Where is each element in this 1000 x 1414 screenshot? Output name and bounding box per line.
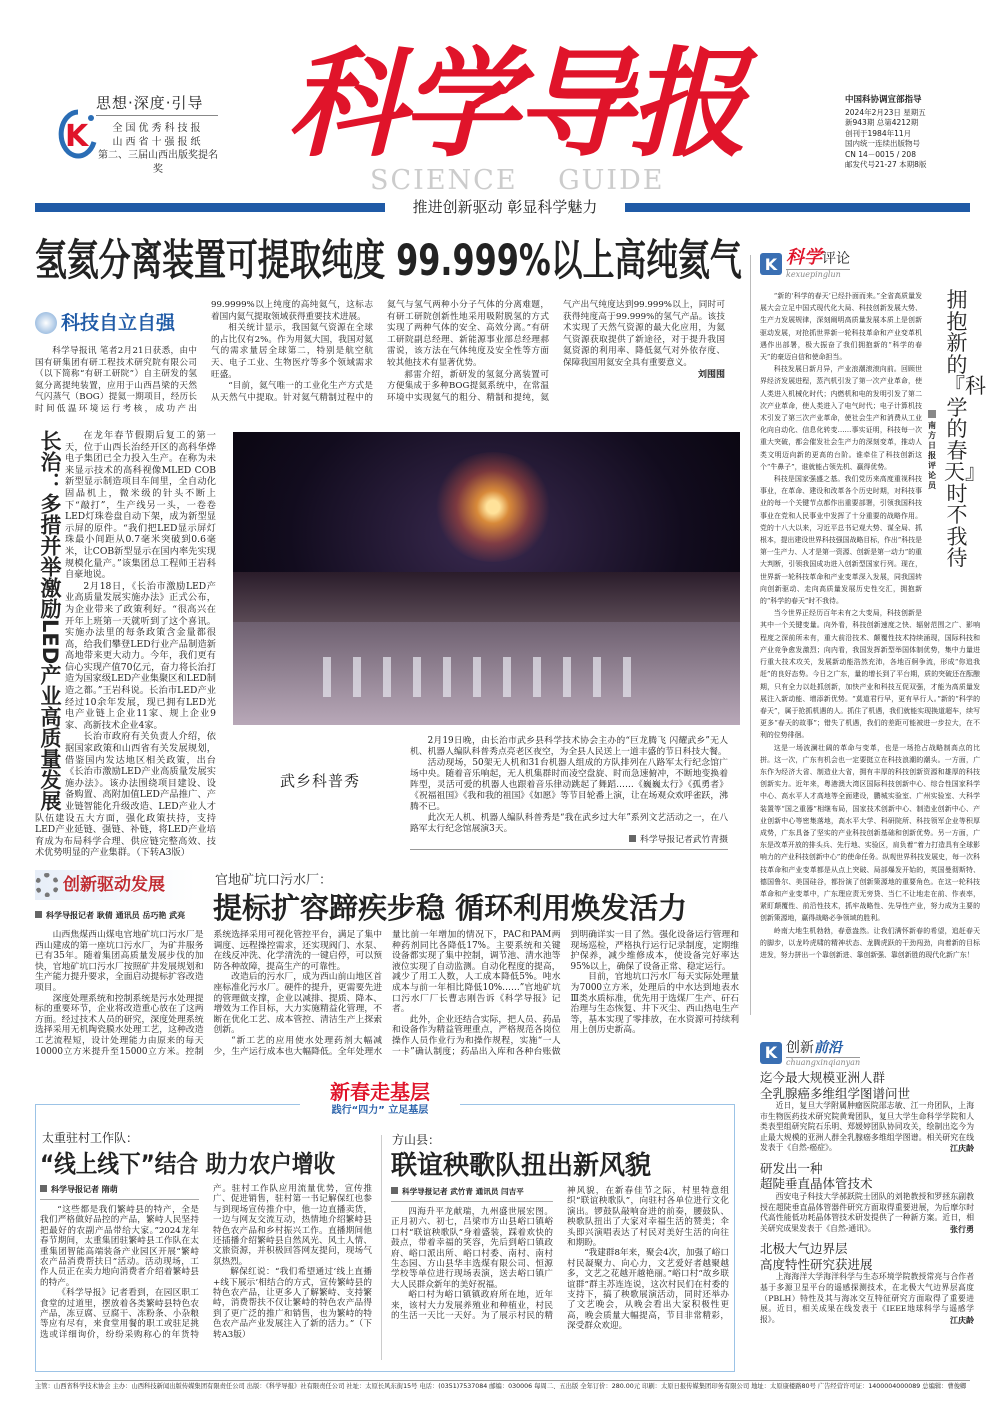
blue-bar-right: [625, 203, 970, 212]
honor: 全国优秀科技报: [112, 123, 204, 134]
commentary-title: 拥抱新的『科学的春天』时不我待: [944, 288, 986, 570]
paragraph: 在龙年春节假期后复工的第一天，位于山西长治经开区的高科华烨电子集团已全力投入生产。在称为未来显示技术的高科视像MLED COB新型显示制造项目车间里，全自动化固晶机上，微米级的针头不断上下“敲打”，生产线另一头，一卷卷LED灯珠卷盘自动下架，成为新型显示屏的原件。“我们把LED显示屏灯珠最小间距从0.7毫米突破到0.6毫米，让COB新型显示在国内率先实现规模化量产。”该集团总工程师王岩科自豪地说。: [65, 430, 216, 581]
column-logo-label: 创新驱动发展: [63, 875, 165, 895]
frontier-item: [760, 1070, 974, 1154]
column-logo-innovation: [35, 870, 195, 900]
frontier-title-line: 研发出一种: [760, 1160, 823, 1176]
paragraph: 深度处理系统和控制系统是污水处理提标的重要环节，企业将改造重心放在了这两方面。经过技术人员的研究，深度处理系统选择采用无机陶瓷膜水处理工艺，这种改造工艺流程短，设计处理能力由原来的每天10000立方米提升至15000立方米。控制系统选择采用可视化管控平台，满足了集中调度、远程操控需求，还实现阀门、水泵、在线反冲洗、化学清洗的一键启停，可以预防各种故障，提高生产的可靠性。: [35, 930, 382, 1057]
lead-headline: 氢氦分离装置可提取纯度 99.999%以上高纯氦气: [35, 236, 742, 286]
gear-icon: [35, 873, 59, 897]
article-body: [391, 1186, 729, 1332]
paragraph: 解保红说：“我们希望通过‘线上直播+线下展示’相结合的方式，宣传繁峙县的特色农产品，让更多人了解繁峙、支持繁峙，消费帮扶不仅让繁峙的特色农产品得到了更广泛的推广和销售，也为繁峙的特色农产品产业发展注入了新的活力。”（下转A3版）: [213, 1267, 372, 1340]
paragraph: 此次无人机、机器人编队科普秀是“我在武乡过大年”系列文艺活动之一，在八路军太行纪念馆展演3天。: [410, 813, 728, 834]
author: 江庆龄: [950, 1314, 974, 1325]
paragraph: 科学导报讯 笔者2月21日获悉，由中国有研集团有研工程技术研究院有限公司（以下简称“有研工研院”）自主研发的氢氦分离提纯装置，应用于山西昌梁的天然气闪蒸气（BOG）提氦一期项目，经历长时间低温环境运行考核，成功产出99.9999%以上纯度的高纯氦气，这标志着国内氦气提取领域获得重要技术进展。: [35, 300, 373, 414]
photo-credit: 科学导报记者武竹青摄: [410, 835, 728, 846]
masthead-logo: [58, 100, 98, 160]
paragraph: “新的‘科学的春天’已经扑面而来。”全省高质量发展大会立足中国式现代化大局、科技创新发展大势、生产力发展规律，深刻阐明高质量发展本质上是创新驱动发展，对抢抓世界新一轮科技革命和产业变革机遇作出部署，极大振奋了我们拥抱新的“科学的春天”的豪迈自信和使命担当。: [760, 292, 922, 362]
led-article: [35, 430, 216, 859]
water-article: [35, 930, 739, 1057]
spring-right-article: [391, 1186, 729, 1332]
caption-body: [410, 736, 728, 835]
divider: [381, 1135, 382, 1360]
banner-subtitle: 践行“四力” 立足基层: [331, 1105, 429, 1116]
spring-left-headline: “线上线下”结合 助力农户增收: [40, 1150, 336, 1178]
paragraph: “新工艺的应用使水处理药剂大幅减少，生产运行成本也大幅降低。全年处理水量比前一年增加的情况下，PAC和PAM两种药剂同比各降低17%。主要系统和关键设备都实现了集中控制，调节池、清水池等液位实现了自动监测。自动化程度的提高，减少了用工人数，人工成本降低5%。吨水成本与前一年相比降低10%……”官地矿坑口污水厂厂长曹志刚告诉《科学导报》记者。: [213, 930, 561, 1057]
commentary-author: [928, 410, 938, 491]
photo-caption: [410, 736, 728, 850]
column-title: 评论: [822, 251, 850, 267]
article-body: [40, 1184, 372, 1340]
water-subtitle: 官地矿坑口污水厂：: [215, 873, 333, 888]
k-logo-icon: K: [760, 1042, 782, 1064]
author: 江庆龄: [950, 1143, 974, 1154]
paragraph: 《科学导报》记者看到，在园区职工食堂的过道里，摆放着各类繁峙县特色农产品，冻豆腐、豆腐干、冻粉条、小杂粮等应有尽有，来食堂用餐的职工或驻足挑选或详细询价，纷纷采购称心的年货特产。驻村工作队应用流量优势，宣传推广、促进销售，驻村第一书记解保红也参与到现场宣传推介中，他一边直播卖货，一边与网友交流互动，热情地介绍繁峙县特色农产品和乡村振兴工作。直播期间他还插播介绍繁峙县自然风光、风土人情、文旅资源，并积极回答网友提问，现场气氛热烈。: [40, 1184, 372, 1340]
column-pinyin: kexuepinglun: [786, 269, 850, 280]
masthead-info: [845, 95, 950, 171]
paragraph: 改造后的污水厂，成为西山前山地区首座标准化污水厂。硬件的提升，更需要先进的管理做支撑，企业以减排、提质、降本、增效为工作目标，大力实施精益化管理，不断在优化工艺、成本管控、清洁生产上探索创新。: [213, 972, 382, 1036]
info-line: CN 14－0015 / 208: [845, 149, 916, 159]
frontier-title-line: 全乳腺癌多维组学图谱问世: [760, 1085, 911, 1101]
paragraph: 郝雷介绍，新研发的氢氦分离装置可方便集成于多种BOG提氦系统中，在常温环境中实现氦气的粗分、精制和提纯，氦气产出气纯度达到99.999%以上，同时可获得纯度高于99.999%的氢气产品。该技术实现了天然气资源的最大化应用，为氦气资源获取提供了新途径，对于提升我国氦资源的利用率、降低氦气对外依存度、保障我国用氦安全具有重要意义。: [387, 300, 725, 403]
spring-right-headline: 联谊秧歌队扭出新风貌: [391, 1151, 652, 1181]
frontier-text: 近日，复旦大学附属肿瘤医院邵志敏、江一舟团队，上海市生物医药技术研究院黄鸯团队，复旦大学生命科学学院和人类表型组研究院石乐明、郑媛婷团队协同攻关，绘制出迄今为止最大规模的亚洲人群全乳腺癌多维组学图谱。相关研究在线发表于《自然-癌症》。: [760, 1101, 974, 1153]
paragraph: 科技是国家强盛之基。我们党历来高度重视科技事业，在革命、建设和改革各个历史时期，对科技事业的每一个关键节点都作出重要部署，引领我国科技事业在党和人民事业中发挥了十分重要的战略作用。党的十八大以来，习近平总书记观大势、谋全局、抓根本，提出建设世界科技强国战略目标，作出“科技是第一生产力、人才是第一资源、创新是第一动力”的重大判断，引领我国成功进入创新型国家行列。现在，世界新一轮科技革命和产业变革深入发展，同我国转向创新驱动、走向高质量发展历史性交汇，拥抱新的“科学的春天”时不我待。: [760, 475, 923, 606]
blue-bar-left: [35, 203, 385, 212]
spring-right-byline: 科学导报记者 武竹青 通讯员 闫吉平: [391, 1186, 553, 1202]
paragraph: 长治市政府有关负责人介绍，依据国家政策和山西省有关发展规划，借鉴国内发达地区相关政策，出台《长治市激励LED产业高质量发展实施办法》。该办法围绕项目建设、设备购置、高附加值LED产品推广、产业链智能化升级改造、LED产业人才队伍建设五大方面，强化政策扶持，支持LED产业延链、强链、补链，将LED产业培育成为布局科学合理、供应链完整高效、技术优势明显的产业集群。（下转A3版）: [35, 731, 216, 859]
paragraph: “这些都是我们繁峙县的特产，全是我们严格做好品控的产品，繁峙人民坚持把最好的农副产品带给大家。”2024龙年春节期间，太重集团驻繁峙县工作队在太重集团智能高端装备产业园区开展“繁峙农产品消费帮扶日”活动。活动现场，工作人员正在卖力地向消费者介绍着繁峙县的特产。: [40, 1205, 199, 1288]
info-line: 创刊于1984年11月: [845, 128, 912, 138]
paragraph: 当今世界正经历百年未有之大变局，科技创新是其中一个关键变量。向外看，科技创新速度之快、辐射范围之广、影响程度之深前所未有，重大前沿技术、颠覆性技术持续涌现，国际科技和产业竞争愈发激烈；向内看，我国发挥新型举国体制优势，集中力量进行重大技术攻关，发展新动能浩然充沛，各地百舸争流，形成“你追我赶”的良好态势。今日之广东，量的增长到了平台期，质的突破还在酝酿期，只有全力以赴抓创新，加快产业和科技互促双强，才能为高质量发展注入新动能、增添新优势。“莫道君行早，更有早行人。”新的“科学的春天”，属于抢抓机遇的人。抓住了机遇，我们就能实现换道超车，续写更多“春天的故事”；错失了机遇，我们的差距可能被进一步拉大，在不利的位势徘徊。: [760, 609, 980, 740]
svg-text:K: K: [65, 119, 89, 154]
masthead-title: 科学导报: [286, 34, 743, 173]
frontier-title: [760, 1161, 974, 1192]
info-line: 新943期 总第4212期: [845, 118, 919, 127]
frontier-title-line: 超陡垂直晶体管技术: [760, 1176, 873, 1192]
water-headline: 提标扩容蹄疾步稳 循环利用焕发活力: [213, 891, 688, 925]
spring-left-byline: 科学导报记者 隋萌: [40, 1184, 199, 1200]
paragraph: 这是一场波澜壮阔的革命与变革，也是一场抢占战略制高点的比拼。这一次，广东有机会也一定要挺立在科技浪潮的潮头。一方面，广东作为经济大省、制造业大省，拥有丰厚的科技创新资源和雄厚的科技创新实力。近年来，粤港澳大湾区国际科技创新中心、综合性国家科学中心、高水平人才高地等全面建设，鹏城实验室、广州实验室、大科学装置等“国之重器”相继布局，国家技术创新中心、制造业创新中心、产业创新中心等密集落地，高水平大学、科研院所、科技领军企业等积厚成势，广东具备了坚实的产业科技创新基础和创新优势。另一方面，广东是改革开放的排头兵、先行地、实验区，肩负着“着力打造具有全球影响力的产业科技创新中心”的使命任务。纵观世界科技发展史，每一次科技革命和产业变革都是从点上突破、局部爆发开始的，英国曼彻斯特、德国鲁尔、美国硅谷，都扮演了创新策源地的重要角色。在这一轮科技革命和产业变革中，广东理应责无旁贷、当仁不让地走在前、作表率，紧盯颠覆性、前沿性技术，抓牢战略性、先导性产业，努力成为主要的创新策源地，赢得战略必争领域的胜利。: [760, 743, 980, 923]
photo-drone-show: [233, 432, 740, 725]
info-line: 2024年2月23日 星期五: [845, 107, 926, 117]
honor: 第二、三届山西出版奖提名奖: [98, 150, 218, 175]
frontier-title: [760, 1241, 974, 1272]
column-title: 创新: [786, 1040, 814, 1056]
spring-banner: [300, 1080, 460, 1124]
paragraph: “我建群8年来，聚会4次，加强了峪口村民凝聚力、向心力，文艺爱好者越聚越多，文艺之花越开越艳丽。”峪口村“故乡联谊群”群主苏连连说，这次村民们在村委的支持下，搞了秧歌展演活动，同时还举办了文艺晚会，从晚会看出大家积极性更高，晚会质量大幅提高，节目非常精彩，深受群众欢迎。: [567, 1248, 729, 1332]
column-title: 前沿: [814, 1040, 842, 1056]
frontier-title-line: 高度特性研究获进展: [760, 1256, 873, 1272]
paragraph: 岭南大地生机勃勃，春意盎然。让我们满怀新春的希望，追赶春天的脚步，以龙吟虎啸的精神状态、龙腾虎跃的干劲闯劲，向着新的目标进发，努力拼出一个靠创新进、靠创新强、靠创新胜的现代化新广东！: [760, 926, 980, 959]
column-title: 科学: [786, 247, 822, 268]
column-logo-label: 科技自立自强: [61, 312, 176, 334]
column-header-commentary: [760, 248, 850, 280]
info-line: 国内统一连续出版物号: [845, 139, 920, 148]
frontier-title-line: 迄今最大规模亚洲人群: [760, 1070, 886, 1085]
info-line: 中国科协调宣部指导: [845, 95, 922, 105]
paragraph: 科技发展日新月异，产业浪潮滚滚向前。回顾世界经济发展进程，蒸汽机引发了第一次产业革命，使人类进入机械化时代；内燃机和电的发明引发了第二次产业革命，使人类进入了电气时代；电子计算机技术引发了第三次产业革命，使社会生产和消费从工业化向自动化、信息化转变……事实证明，科技每一次重大突破，都会催发社会生产力的深刻变革，推动人类文明迈向新的更高的台阶。谁牵住了科技创新这个“牛鼻子”，谁就能占领先机、赢得优势。: [760, 365, 922, 471]
frontier-text-block: [760, 1101, 974, 1154]
author: 刘囤囤: [697, 369, 725, 380]
divider: [96, 115, 218, 116]
paragraph: 2月18日，《长治市激励LED产业高质量发展实施办法》正式公布，为企业带来了政策利好。“很高兴在开年上班第一天就听到了这个喜讯。实施办法里的每条政策含金量都很高，给我们攀登LED行业产品制造新高地带来更大动力。今年，我们更有信心实现产值70亿元，奋力将长治打造为国家级LED产业集聚区和LED制造之都。”王岩科说。长治市LED产业经过10余年发展，现已拥有LED光电产业链上企业11家、规上企业9家、高新技术企业4家。: [65, 580, 216, 731]
commentary-divider: [750, 255, 751, 1015]
frontier-title: [760, 1070, 974, 1101]
masthead-title-en: SCIENCE GUIDE: [370, 165, 665, 196]
spring-left-subtitle: 太重驻村工作队：: [42, 1131, 139, 1145]
paragraph: 相关统计显示，我国氦气资源在全球的占比仅有2%。作为用氦大国，我国对氦气的需求量居全球第二，特别是航空航天、电子工业、生物医疗等多个领域需求旺盛。: [211, 323, 373, 380]
footer-rule: [35, 1380, 970, 1381]
masthead-slogan: 思想·深度·引导: [96, 94, 204, 112]
footer-info: 主管：山西省科学技术协会 主办：山西科技新闻出版传媒集团有限责任公司 出版：《科学导报》社有限责任公司 社址：太原长风东街15号 电话：(0351)7537084 邮编：030006 每周二、五出版 全年订价：280.00元 印刷：太原日报传媒集团印务有限公司 地址：太原康楼路80号 广告经营许可证：1400004000089 总编辑：曹俊卿: [35, 1383, 967, 1390]
motto: 推进创新驱动 彰显科学魅力: [412, 198, 598, 216]
frontier-text-block: [760, 1192, 974, 1234]
paragraph: 活动现场，50架无人机和31台机器人组成的方队排列在八路军太行纪念馆广场中央。随着音乐响起，无人机集群时而凌空盘旋、时而急速俯冲，不断地变换着阵型，灵活可爱的机器人也跟着音乐律动跳起了舞蹈……《巍巍太行》《孤勇者》《祝福祖国》《我和我的祖国》《如愿》等节目轮番上演，让在场观众欢呼雀跃，沸腾不已。: [410, 758, 728, 812]
frontier-title-line: 北极大气边界层: [760, 1241, 848, 1257]
paragraph: 2月19日晚，由长治市武乡县科学技术协会主办的“巨龙腾飞 闪耀武乡”无人机、机器人编队科普秀点亮老区夜空，为全县人民送上一道丰盛的节日科技大餐。: [410, 736, 728, 757]
frontier-list: [760, 1070, 974, 1332]
paragraph: 峪口村为峪口镇镇政府所在地，近年来，该村大力发展养殖业和种植业，村民的生活一天比一天好。为了展示村民的精神风貌，在新春佳节之际，村里特意组织“联谊秧歌队”，向驻村各单位进行文化演出。锣鼓队敲响奋进的前奏，腰鼓队、秧歌队扭出了大家对幸福生活的赞美；伞头即兴演唱表达了村民对美好生活的向往和期盼。: [391, 1186, 729, 1322]
paragraph: 目前，官地坑口污水厂每天实际处理量为7000立方米，处理后的中水达到地表水Ⅲ类水质标准，优先用于选煤厂生产、矸石治理与生态恢复、井下灭尘、西山热电生产等，基本实现了零排放，在水资源可持续利用上创历史新高。: [570, 972, 739, 1036]
paragraph: 此外，企业还结合实际，把人员、药品和设备作为精益管理重点，严格规范各岗位操作人员作业行为和操作规程，实施“一人一卡”确认制度；药品出入库和各种台账做到明确详实一目了然。强化设备运行管理和现场巡检，严格执行运行记录制度，定期维护保养，减少维修成本，使设备完好率达95%以上，确保了设备正常、稳定运行。: [392, 930, 739, 1057]
frontier-text-block: [760, 1272, 974, 1325]
author: 张行勇: [950, 1223, 974, 1234]
column-logo-tech: [35, 300, 197, 346]
honor: 山西省十强报纸: [112, 136, 204, 148]
led-headline: 长治：多措并举激励LED产业高质量发展: [38, 430, 62, 812]
column-header-frontier: [760, 1037, 860, 1068]
frontier-text: 上海海洋大学海洋科学与生态环境学院教授常亮与合作者基于多源卫星平台的遥感探测技术，在北极大气边界层高度（PBLH）特性及其与海冰交互特征研究方面取得了重要进展。近日，相关成果在线发表于《IEEE地球科学与遥感学报》。: [760, 1272, 974, 1324]
lead-article: [35, 300, 725, 416]
paragraph: “目前，氦气唯一的工业化生产方式是从天然气中提取。针对氦气精制过程中的氦气与氢气两种小分子气体的分离难题，有研工研院创新性地采用吸附脱氢的方式实现了两种气体的安全、高效分离。”有研工研院副总经理、新能源事业部总经理郝雷说，该方法在气体纯度及安全性等方面较其他技术有显著优势。: [211, 300, 549, 403]
photo-title: 武乡科普秀: [280, 772, 361, 790]
author: 南方日报评论员: [928, 421, 936, 490]
spring-left-article: [40, 1184, 372, 1340]
banner-title: 新春走基层: [330, 1080, 430, 1104]
frontier-item: [760, 1161, 974, 1234]
k-logo-icon: K: [760, 253, 782, 275]
frontier-item: [760, 1241, 974, 1325]
frontier-text: 西安电子科技大学郝跃院士团队的刘艳教授和罗拯东副教授在超陡垂直晶体管器件研究方面取得重要进展，为后摩尔时代高性能低功耗晶体管技术研发提供了一种新方案。近日，相关研究成果发表于《自然-通讯》。: [760, 1191, 974, 1233]
info-line: 邮发代号21-27 本期8版: [845, 160, 927, 169]
globe-icon: [35, 312, 57, 334]
spring-right-subtitle: 方山县：: [392, 1133, 441, 1147]
paragraph: 山西焦煤西山煤电官地矿坑口污水厂是西山建成的第一座坑口污水厂，为矿井服务已有35年。随着集团高质量发展步伐的加快，官地矿坑口污水厂按照矿井发展规划和生产能力提升要求，全面启动提标扩容改造项目。: [35, 930, 204, 993]
water-byline: 科学导报记者 耿倩 通讯员 岳巧艳 武亮: [35, 910, 205, 921]
paragraph: 四海升平龙献瑞，九州盛世展宏图。正月初六、初七，吕梁市方山县峪口镇峪口村“联谊秧歌队”身着盛装，踩着欢快的鼓点，带着幸福的笑容，先后到峪口镇政府、峪口派出所、峪口村委、南村、南村生态园、方山县华丰选煤有限公司、恒源学校等单位进行现场表演，送去峪口镇广大人民群众新年的美好祝福。: [391, 1207, 553, 1290]
column-pinyin: chuangxinqianyan: [786, 1058, 861, 1067]
masthead-honors: [96, 122, 220, 176]
